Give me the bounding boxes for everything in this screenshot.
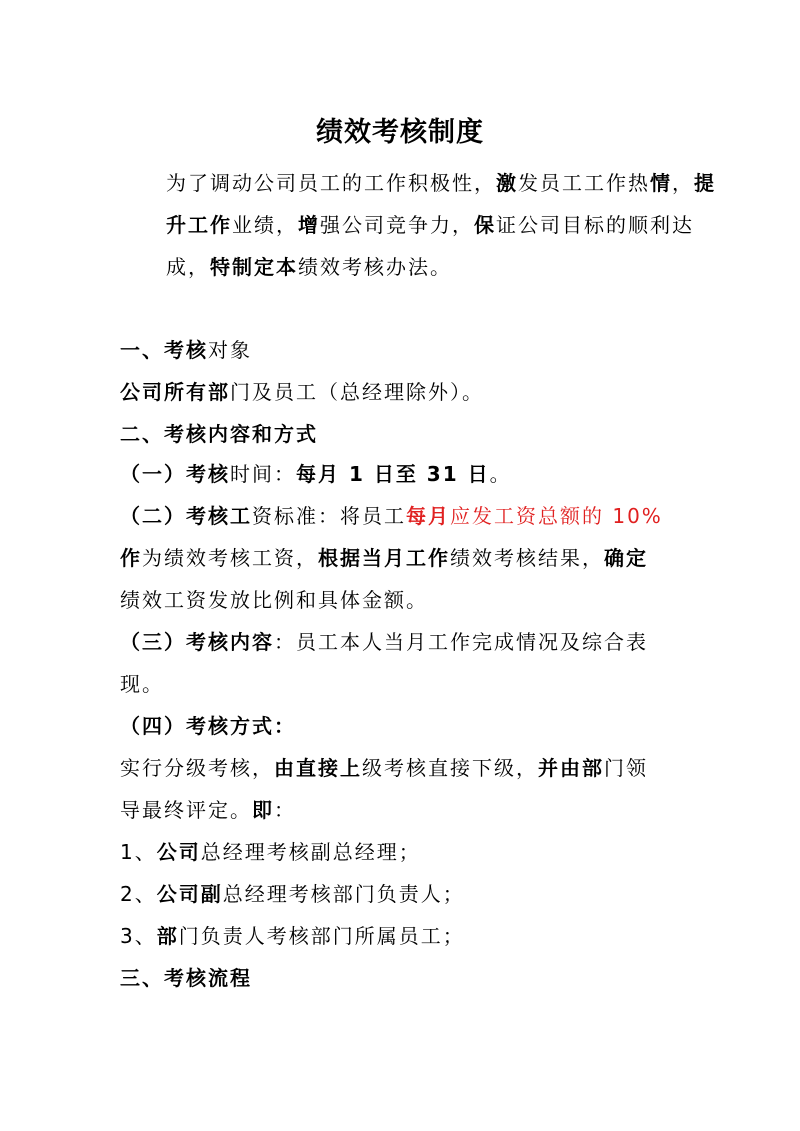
item-3-line-2: 现。 (120, 672, 164, 696)
text-run-bold: 特制定本 (210, 255, 298, 279)
text-run-bold: （二）考核工 (120, 504, 252, 528)
text-run-bold: 公司副 (156, 882, 223, 906)
text-run-bold: 公司所有部 (120, 380, 230, 404)
text-run-bold: 根据当月工作 (318, 546, 450, 570)
text-run-bold: 增 (298, 213, 320, 237)
text-run: 总经理考核部门负责人； (222, 882, 465, 906)
text-run: ， (672, 171, 694, 195)
text-run-bold: 并由部 (538, 756, 604, 780)
text-run: 业绩， (232, 213, 298, 237)
section-heading-2: 二、考核内容和方式 (120, 422, 318, 446)
intro-paragraph (120, 162, 731, 288)
text-run-bold: 激 (496, 171, 518, 195)
item-2-line-3: 绩效工资发放比例和具体金额。 (120, 588, 428, 612)
text-run: ：员工本人当月工作完成情况及综合表 (274, 630, 648, 654)
text-run: 顺利达成， (166, 213, 694, 279)
text-run-bold: 确定 (604, 546, 648, 570)
list-item-3 (120, 920, 690, 952)
text-run: 发员工工作热 (518, 171, 650, 195)
item-3-line-1 (120, 626, 690, 658)
text-run-bold: 保 (474, 213, 496, 237)
text-run: 门负责人考核部门所属员工； (178, 924, 465, 948)
list-number: 3、 (120, 924, 157, 948)
text-run: 时间： (230, 462, 296, 486)
text-run: 绩效考核结果， (450, 546, 604, 570)
heading-bold-part: 一、考核 (120, 338, 208, 362)
section-heading-3: 三、考核流程 (120, 966, 252, 990)
text-run: 强公司竞争力， (320, 213, 474, 237)
document-title: 绩效考核制度 (316, 117, 484, 148)
item-4-body-line-2 (120, 794, 690, 826)
item-4: （四）考核方式： (120, 714, 296, 738)
text-run: 。 (489, 462, 512, 486)
list-item-1 (120, 836, 690, 868)
text-run-red-bold: 每月 (406, 504, 450, 528)
item-4-body-line-1 (120, 752, 690, 784)
item-2-line-2 (120, 542, 690, 574)
text-run-bold: （一）考核 (120, 462, 230, 486)
text-run: 实行分级考核， (120, 756, 274, 780)
text-run-bold: 由直接上 (274, 756, 362, 780)
text-run: 绩效考核办法。 (298, 255, 452, 279)
text-run: ： (274, 798, 296, 822)
text-run-bold: 作 (120, 546, 142, 570)
text-run-bold: 公司 (156, 840, 201, 864)
text-run-bold: 每月 1 日至 31 日 (296, 462, 490, 486)
text-run: 资标准：将员工 (252, 504, 406, 528)
item-2-line-1 (120, 500, 690, 532)
text-run-bold: 提升工作 (166, 171, 716, 237)
text-run-bold: 即 (252, 798, 274, 822)
section-1-body (120, 376, 690, 408)
item-1 (120, 458, 690, 490)
text-run: 级考核直接下级， (362, 756, 538, 780)
text-run: 证公司目标的 (496, 213, 628, 237)
list-number: 2、 (120, 882, 157, 906)
text-run: 总经理考核副总经理； (200, 840, 421, 864)
text-run: 导最终评定。 (120, 798, 252, 822)
text-run-bold: （三）考核内容 (120, 630, 274, 654)
text-run: 门领 (604, 756, 648, 780)
text-run-bold: 部 (156, 924, 179, 948)
list-number: 1、 (120, 840, 157, 864)
list-item-2 (120, 878, 690, 910)
text-run: 门及员工（总经理除外）。 (230, 380, 484, 404)
text-run-bold: 情 (650, 171, 672, 195)
text-run-red: 应发工资总额的 10% (450, 504, 663, 528)
text-run: 为绩效考核工资， (142, 546, 318, 570)
heading-normal-part: 对象 (208, 338, 252, 362)
section-heading-1 (120, 334, 690, 366)
text-run: 为了调动公司员工的工作积极性， (166, 171, 496, 195)
